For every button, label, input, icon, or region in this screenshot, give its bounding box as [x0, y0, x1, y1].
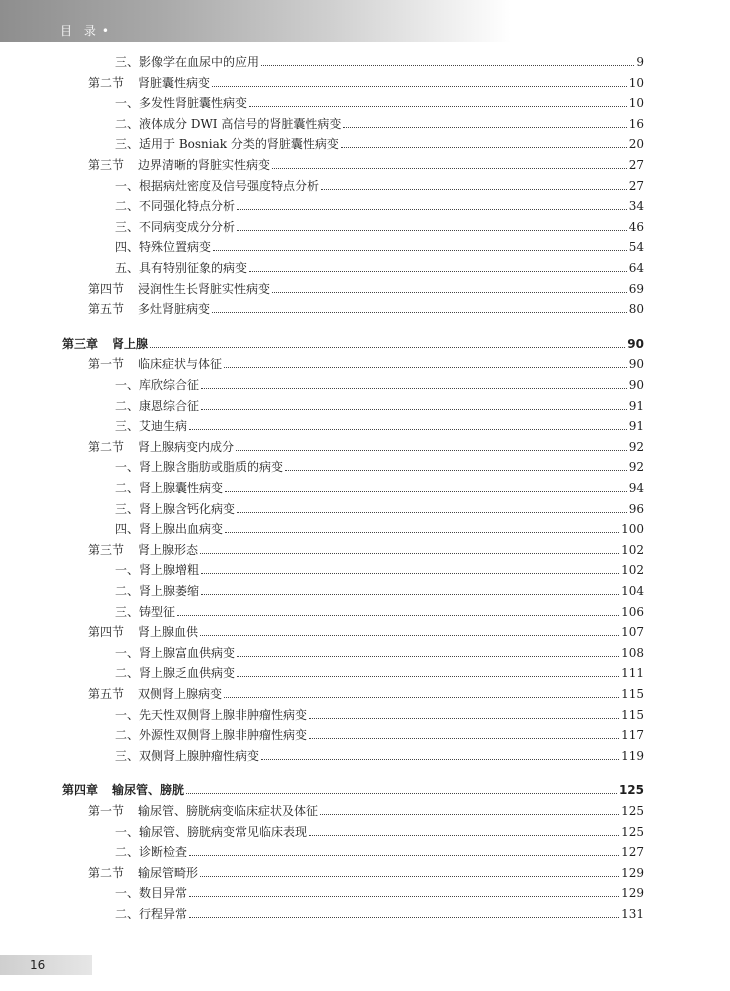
- toc-leader-dots: [309, 738, 619, 739]
- toc-entry-page: 100: [621, 522, 644, 537]
- toc-entry-number: 一、: [115, 378, 140, 392]
- toc-leader-dots: [237, 209, 627, 210]
- toc-entry-page: 64: [628, 261, 644, 275]
- toc-leader-dots: [201, 573, 619, 574]
- toc-leader-dots: [200, 635, 619, 636]
- toc-leader-dots: [201, 388, 627, 389]
- toc-entry-title: 双侧肾上腺病变: [138, 687, 223, 701]
- toc-item[interactable]: [115, 373, 644, 393]
- toc-item[interactable]: [115, 414, 644, 434]
- toc-entry-page: 125: [621, 824, 644, 839]
- toc-entry-title: 具有特别征象的病变: [139, 261, 248, 275]
- toc-item[interactable]: [115, 50, 644, 70]
- toc-entry-title: 临床症状与体征: [138, 357, 223, 372]
- toc-leader-dots: [237, 656, 619, 657]
- toc-entry-page: 106: [621, 604, 644, 619]
- toc-entry-title: 影像学在血尿中的应用: [139, 55, 260, 69]
- toc-entry-page: 10: [628, 75, 644, 90]
- toc-entry-title: 根据病灶密度及信号强度特点分析: [139, 178, 320, 193]
- toc-entry-page: 34: [628, 199, 644, 214]
- toc-leader-dots: [189, 429, 627, 430]
- toc-entry-number: 第一节: [88, 804, 125, 818]
- toc-entry-page: 125: [618, 783, 644, 798]
- toc-entry-page: 119: [621, 748, 644, 763]
- toc-entry-number: 三、: [115, 419, 140, 434]
- toc-leader-dots: [224, 367, 627, 368]
- toc-item[interactable]: [115, 641, 644, 661]
- toc-entry-page: 115: [621, 687, 644, 701]
- page-number: 16: [30, 958, 46, 972]
- toc-entry-title: 诊断检查: [139, 845, 188, 860]
- toc-entry-title: 艾迪生病: [139, 419, 188, 434]
- toc-item[interactable]: [115, 881, 644, 901]
- toc-entry-number: 一、: [115, 824, 140, 839]
- toc-entry-number: 三、: [115, 501, 140, 516]
- toc-entry-title: 肾脏囊性病变: [138, 75, 211, 90]
- toc-entry-title: 输尿管畸形: [138, 865, 199, 880]
- toc-entry-number: 二、: [115, 666, 140, 681]
- toc-entry-title: 肾上腺含钙化病变: [139, 501, 236, 516]
- toc-entry-title: 肾上腺: [112, 336, 149, 351]
- toc-item[interactable]: [115, 558, 644, 578]
- toc-leader-dots: [177, 615, 619, 616]
- toc-item[interactable]: [115, 112, 644, 132]
- toc-entry-title: 肾上腺萎缩: [139, 584, 200, 598]
- toc-entry-title: 输尿管、膀胱病变常见临床表现: [139, 824, 308, 839]
- toc-entry-number: 一、: [115, 178, 140, 193]
- toc-leader-dots: [261, 65, 634, 66]
- toc-entry-title: 双侧肾上腺肿瘤性病变: [139, 748, 260, 763]
- toc-entry-page: 129: [621, 886, 644, 901]
- toc-item[interactable]: [115, 579, 644, 599]
- toc-section[interactable]: [88, 71, 644, 91]
- toc-entry-number: 三、: [115, 137, 140, 152]
- toc-entry-number: 第五节: [88, 302, 125, 317]
- toc-item[interactable]: [115, 703, 644, 723]
- toc-entry-title: 康恩综合征: [139, 398, 200, 413]
- toc-item[interactable]: [115, 476, 644, 496]
- toc-entry-page: 69: [628, 281, 644, 296]
- toc-leader-dots: [225, 491, 627, 492]
- toc-entry-page: 46: [628, 219, 644, 234]
- toc-entry-number: 二、: [115, 199, 140, 214]
- toc-item[interactable]: [115, 902, 644, 922]
- toc-leader-dots: [189, 896, 619, 897]
- toc-entry-page: 91: [628, 419, 644, 434]
- toc-item[interactable]: [115, 394, 644, 414]
- toc-leader-dots: [320, 814, 619, 815]
- toc-leader-dots: [201, 594, 619, 595]
- toc-entry-number: 二、: [115, 728, 140, 743]
- toc-section[interactable]: [88, 682, 644, 702]
- toc-item[interactable]: [115, 840, 644, 860]
- toc-item[interactable]: [115, 215, 644, 235]
- toc-leader-dots: [236, 450, 627, 451]
- toc-leader-dots: [150, 347, 625, 348]
- toc-entry-title: 多灶肾脏病变: [138, 302, 211, 317]
- toc-entry-page: 90: [628, 378, 644, 392]
- toc-entry-number: 第四节: [88, 625, 125, 640]
- toc-entry-number: 第五节: [88, 687, 125, 701]
- toc-entry-number: 一、: [115, 886, 140, 901]
- toc-entry-number: 第三节: [88, 542, 125, 557]
- toc-entry-number: 第三章: [62, 336, 99, 351]
- toc-entry-page: 20: [628, 137, 644, 152]
- toc-entry-title: 肾上腺形态: [138, 542, 199, 557]
- toc-chapter[interactable]: [62, 332, 644, 352]
- toc-entry-page: 115: [621, 707, 644, 722]
- toc-entry-number: 三、: [115, 55, 140, 69]
- toc-entry-page: 90: [627, 336, 644, 351]
- toc-leader-dots: [189, 855, 619, 856]
- toc-entry-title: 浸润性生长肾脏实性病变: [138, 281, 271, 296]
- toc-entry-page: 91: [628, 398, 644, 413]
- toc-entry-page: 9: [636, 55, 644, 69]
- toc-leader-dots: [249, 271, 627, 272]
- toc-section[interactable]: [88, 620, 644, 640]
- toc-item[interactable]: [115, 91, 644, 111]
- toc-leader-dots: [343, 127, 626, 128]
- toc-entry-page: 16: [628, 116, 644, 131]
- toc-entry-page: 104: [621, 584, 644, 598]
- toc-entry-title: 多发性肾脏囊性病变: [139, 96, 248, 111]
- toc-leader-dots: [309, 835, 619, 836]
- toc-entry-title: 不同强化特点分析: [139, 199, 236, 214]
- toc-leader-dots: [201, 409, 627, 410]
- toc-entry-title: 肾上腺血供: [138, 625, 199, 640]
- toc-entry-title: 肾上腺含脂肪或脂质的病变: [139, 460, 284, 475]
- footer-bar: [0, 955, 92, 975]
- toc-entry-title: 库欣综合征: [139, 378, 200, 392]
- toc-entry-page: 92: [628, 460, 644, 475]
- toc-leader-dots: [272, 292, 627, 293]
- toc-entry-title: 数目异常: [139, 886, 188, 901]
- toc-entry-title: 肾上腺病变内成分: [138, 439, 235, 454]
- toc-entry-title: 适用于 Bosniak 分类的肾脏囊性病变: [139, 137, 339, 152]
- toc-entry-number: 一、: [115, 707, 140, 722]
- toc-item[interactable]: [115, 723, 644, 743]
- toc-entry-page: 92: [628, 439, 644, 454]
- toc-entry-title: 外源性双侧肾上腺非肿瘤性病变: [139, 728, 308, 743]
- toc-leader-dots: [225, 532, 619, 533]
- toc-entry-page: 117: [621, 728, 644, 743]
- toc-entry-number: 第三节: [88, 158, 125, 172]
- toc-entry-number: 二、: [115, 907, 140, 921]
- toc-entry-page: 102: [621, 542, 644, 557]
- toc-entry-number: 二、: [115, 481, 140, 495]
- toc-leader-dots: [261, 759, 619, 760]
- toc-entry-number: 第二节: [88, 75, 125, 90]
- toc-item[interactable]: [115, 517, 644, 537]
- toc-entry-title: 肾上腺乏血供病变: [139, 666, 236, 681]
- toc-leader-dots: [200, 876, 619, 877]
- toc-entry-number: 第四章: [62, 783, 99, 798]
- toc-section[interactable]: [88, 297, 644, 317]
- toc-item[interactable]: [115, 455, 644, 475]
- toc-entry-page: 127: [621, 845, 644, 860]
- toc-entry-page: 131: [621, 907, 644, 921]
- toc-entry-number: 二、: [115, 398, 140, 413]
- toc-section[interactable]: [88, 799, 644, 819]
- toc-entry-page: 90: [628, 357, 644, 372]
- toc-entry-page: 80: [628, 302, 644, 317]
- toc-chapter[interactable]: [62, 778, 644, 798]
- toc-entry-page: 129: [621, 865, 644, 880]
- toc-entry-page: 108: [621, 645, 644, 660]
- toc-leader-dots: [237, 676, 619, 677]
- toc-entry-number: 二、: [115, 845, 140, 860]
- toc-entry-title: 先天性双侧肾上腺非肿瘤性病变: [139, 707, 308, 722]
- toc-leader-dots: [341, 147, 627, 148]
- toc-entry-page: 27: [628, 178, 644, 193]
- toc-entry-number: 一、: [115, 645, 140, 660]
- toc-entry-number: 三、: [115, 748, 140, 763]
- toc-item[interactable]: [115, 600, 644, 620]
- toc-entry-title: 边界清晰的肾脏实性病变: [138, 158, 271, 172]
- toc-entry-page: 10: [628, 96, 644, 111]
- toc-section[interactable]: [88, 861, 644, 881]
- toc-leader-dots: [249, 106, 627, 107]
- toc-entry-page: 27: [628, 158, 644, 172]
- toc-entry-title: 特殊位置病变: [139, 240, 212, 255]
- toc-leader-dots: [237, 512, 627, 513]
- toc-section[interactable]: [88, 538, 644, 558]
- toc-section[interactable]: [88, 352, 644, 372]
- toc-entry-title: 肾上腺富血供病变: [139, 645, 236, 660]
- toc-leader-dots: [186, 793, 617, 794]
- toc-entry-title: 肾上腺增粗: [139, 563, 200, 578]
- toc-leader-dots: [237, 230, 627, 231]
- toc-leader-dots: [213, 250, 627, 251]
- toc-leader-dots: [212, 312, 627, 313]
- toc-entry-number: 第二节: [88, 865, 125, 880]
- toc-entry-page: 96: [628, 501, 644, 516]
- toc-entry-title: 液体成分 DWI 高信号的肾脏囊性病变: [139, 116, 342, 131]
- toc-entry-page: 107: [621, 625, 644, 640]
- toc-leader-dots: [189, 917, 619, 918]
- toc-item[interactable]: [115, 174, 644, 194]
- toc-leader-dots: [321, 189, 627, 190]
- toc-entry-page: 54: [628, 240, 644, 255]
- toc-entry-number: 四、: [115, 240, 140, 255]
- toc-entry-number: 第四节: [88, 281, 125, 296]
- toc-leader-dots: [309, 718, 619, 719]
- toc-entry-number: 第一节: [88, 357, 125, 372]
- toc-entry-title: 肾上腺出血病变: [139, 522, 224, 537]
- toc-item[interactable]: [115, 256, 644, 276]
- toc-entry-title: 输尿管、膀胱病变临床症状及体征: [138, 804, 319, 818]
- toc-item[interactable]: [115, 661, 644, 681]
- toc-entry-page: 125: [621, 804, 644, 818]
- toc-entry-page: 102: [621, 563, 644, 578]
- toc-item[interactable]: [115, 194, 644, 214]
- toc-entry-number: 二、: [115, 584, 140, 598]
- toc-entry-title: 肾上腺囊性病变: [139, 481, 224, 495]
- toc-entry-number: 五、: [115, 261, 140, 275]
- toc-section[interactable]: [88, 435, 644, 455]
- toc-entry-number: 一、: [115, 460, 140, 475]
- toc-item[interactable]: [115, 744, 644, 764]
- toc-entry-number: 四、: [115, 522, 140, 537]
- toc-entry-number: 三、: [115, 219, 140, 234]
- toc-item[interactable]: [115, 820, 644, 840]
- toc-leader-dots: [224, 697, 619, 698]
- toc-leader-dots: [272, 168, 627, 169]
- toc-leader-dots: [285, 470, 627, 471]
- toc-entry-title: 铸型征: [139, 604, 176, 619]
- toc-entry-number: 三、: [115, 604, 140, 619]
- toc-section[interactable]: [88, 277, 644, 297]
- toc-entry-title: 行程异常: [139, 907, 188, 921]
- toc-entry-number: 一、: [115, 96, 140, 111]
- toc-item[interactable]: [115, 497, 644, 517]
- header-dot: •: [101, 24, 109, 38]
- toc-leader-dots: [200, 553, 619, 554]
- toc-leader-dots: [212, 86, 627, 87]
- toc-entry-number: 第二节: [88, 439, 125, 454]
- toc-section[interactable]: [88, 153, 644, 173]
- toc-entry-number: 二、: [115, 116, 140, 131]
- toc-entry-page: 111: [621, 666, 644, 681]
- toc-item[interactable]: [115, 132, 644, 152]
- toc-entry-page: 94: [628, 481, 644, 495]
- toc-entry-title: 输尿管、膀胱: [112, 783, 185, 798]
- toc-item[interactable]: [115, 235, 644, 255]
- toc-entry-title: 不同病变成分分析: [139, 219, 236, 234]
- header-title: 目 录: [60, 24, 100, 38]
- toc-entry-number: 一、: [115, 563, 140, 578]
